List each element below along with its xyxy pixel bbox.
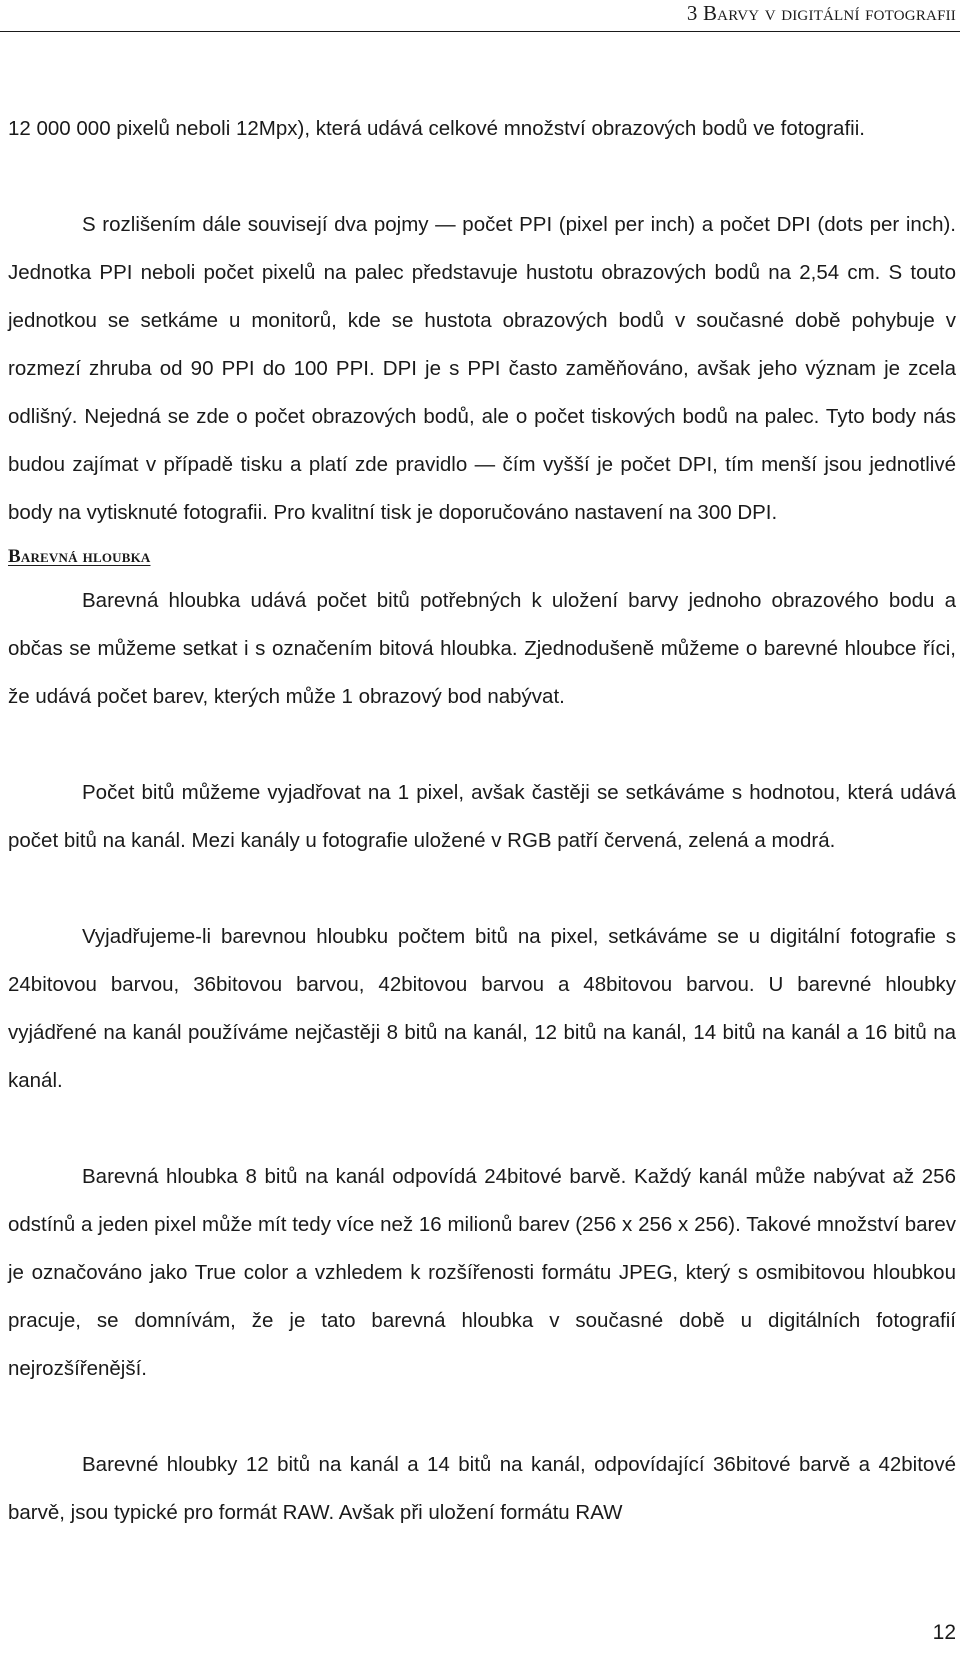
running-header-title: 3 Barvy v digitální fotografii <box>686 1 956 25</box>
paragraph-continuation: 12 000 000 pixelů neboli 12Mpx), která udává celkové množství obrazových bodů ve fotografii. <box>8 117 865 140</box>
paragraph-raw-format: Barevné hloubky 12 bitů na kanál a 14 bitů na kanál, odpovídající 36bitové barvě a 42bitové barvě, jsou typické pro formát RAW. Avšak při uložení formátu RAW <box>8 1453 956 1524</box>
paragraph-bits-per-channel: Počet bitů můžeme vyjadřovat na 1 pixel, avšak častěji se setkáváme s hodnotou, která udává počet bitů na kanál. Mezi kanály u fotografie uložené v RGB patří červená, zelená a modrá. <box>8 781 956 852</box>
section-heading-color-depth: Barevná hloubka <box>8 546 151 567</box>
paragraph-color-depth-definition: Barevná hloubka udává počet bitů potřebných k uložení barvy jednoho obrazového bodu a občas se můžeme setkat i s označením bitová hloubka. Zjednodušeně můžeme o barevné hloubce říci, že udává počet barev, kterých může 1 obrazový bod nabývat. <box>8 589 956 708</box>
page-body <box>8 105 956 1537</box>
paragraph-true-color: Barevná hloubka 8 bitů na kanál odpovídá 24bitové barvě. Každý kanál může nabývat až 256 odstínů a jeden pixel může mít tedy více než 16 milionů barev (256 x 256 x 256). Takové množství barev je označováno jako True color a vzhledem k rozšířenosti formátu JPEG, který s osmibitovou hloubkou pracuje, se domnívám, že je tato barevná hloubka v současné době u digitálních fotografií nejrozšířenější. <box>8 1165 956 1380</box>
page-number: 12 <box>932 1621 956 1644</box>
running-header <box>0 0 960 32</box>
paragraph-ppi-dpi: S rozlišením dále souvisejí dva pojmy — počet PPI (pixel per inch) a počet DPI (dots per inch). Jednotka PPI neboli počet pixelů na palec představuje hustotu obrazových bodů na 2,54 cm. S touto jednotkou se setkáme u monitorů, kde se hustota obrazových bodů v současné době pohybuje v rozmezí zhruba od 90 PPI do 100 PPI. DPI je s PPI často zaměňováno, avšak jeho význam je zcela odlišný. Nejedná se zde o počet obrazových bodů, ale o počet tiskových bodů na palec. Tyto body nás budou zajímat v případě tisku a platí zde pravidlo — čím vyšší je počet DPI, tím menší jsou jednotlivé body na vytisknuté fotografii. Pro kvalitní tisk je doporučováno nastavení na 300 DPI. <box>8 213 956 524</box>
paragraph-bits-per-pixel: Vyjadřujeme-li barevnou hloubku počtem bitů na pixel, setkáváme se u digitální fotografie s 24bitovou barvou, 36bitovou barvou, 42bitovou barvou a 48bitovou barvou. U barevné hloubky vyjádřené na kanál používáme nejčastěji 8 bitů na kanál, 12 bitů na kanál, 14 bitů na kanál a 16 bitů na kanál. <box>8 925 956 1092</box>
